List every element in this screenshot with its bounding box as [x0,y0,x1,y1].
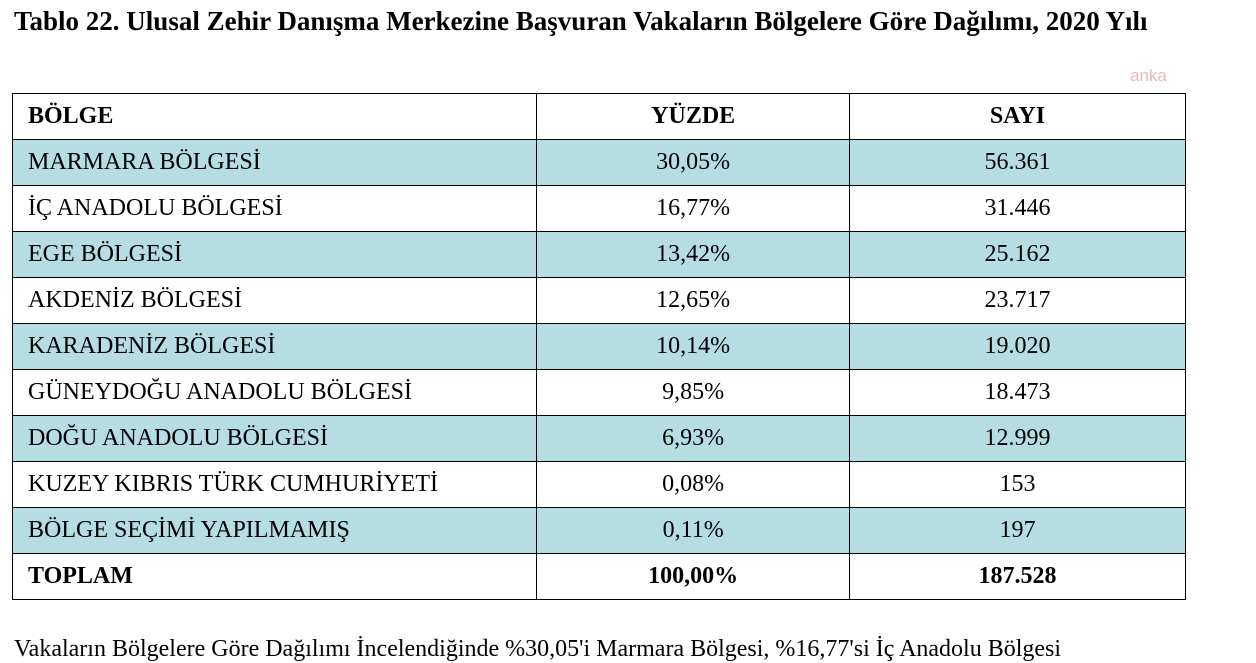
table-title: Tablo 22. Ulusal Zehir Danışma Merkezine Başvuran Vakaların Bölgelere Göre Dağılımı, 2020 Yılı [14,6,1148,36]
table-row [13,140,1186,186]
count-cell: 25.162 [850,232,1186,278]
region-cell: GÜNEYDOĞU ANADOLU BÖLGESİ [13,370,537,416]
header-percent: YÜZDE [537,94,850,140]
region-cell: MARMARA BÖLGESİ [13,140,537,186]
percent-cell: 16,77% [537,186,850,232]
region-cell: BÖLGE SEÇİMİ YAPILMAMIŞ [13,508,537,554]
count-cell: 12.999 [850,416,1186,462]
region-cell: DOĞU ANADOLU BÖLGESİ [13,416,537,462]
percent-cell: 9,85% [537,370,850,416]
count-cell: 31.446 [850,186,1186,232]
total-label: TOPLAM [13,554,537,600]
count-cell: 18.473 [850,370,1186,416]
percent-cell: 12,65% [537,278,850,324]
table-row [13,370,1186,416]
percent-cell: 6,93% [537,416,850,462]
table-row [13,462,1186,508]
region-cell: EGE BÖLGESİ [13,232,537,278]
table-row [13,324,1186,370]
table-header-row [13,94,1186,140]
watermark-logo: anka [1130,66,1167,85]
percent-cell: 10,14% [537,324,850,370]
table-row [13,416,1186,462]
region-cell: İÇ ANADOLU BÖLGESİ [13,186,537,232]
header-count: SAYI [850,94,1186,140]
table-row [13,232,1186,278]
count-cell: 56.361 [850,140,1186,186]
percent-cell: 0,11% [537,508,850,554]
count-cell: 23.717 [850,278,1186,324]
count-cell: 197 [850,508,1186,554]
percent-cell: 30,05% [537,140,850,186]
count-cell: 153 [850,462,1186,508]
percent-cell: 0,08% [537,462,850,508]
table-row [13,186,1186,232]
count-cell: 19.020 [850,324,1186,370]
table-row [13,508,1186,554]
region-cell: KUZEY KIBRIS TÜRK CUMHURİYETİ [13,462,537,508]
body-paragraph: Vakaların Bölgelere Göre Dağılımı İncelendiğinde %30,05'i Marmara Bölgesi, %16,77'si İç Anadolu Bölgesi [14,636,1062,662]
table-row [13,278,1186,324]
region-cell: AKDENİZ BÖLGESİ [13,278,537,324]
header-region: BÖLGE [13,94,537,140]
total-count: 187.528 [850,554,1186,600]
region-cell: KARADENİZ BÖLGESİ [13,324,537,370]
total-row [13,554,1186,600]
total-percent: 100,00% [537,554,850,600]
percent-cell: 13,42% [537,232,850,278]
region-distribution-table [12,93,1186,600]
